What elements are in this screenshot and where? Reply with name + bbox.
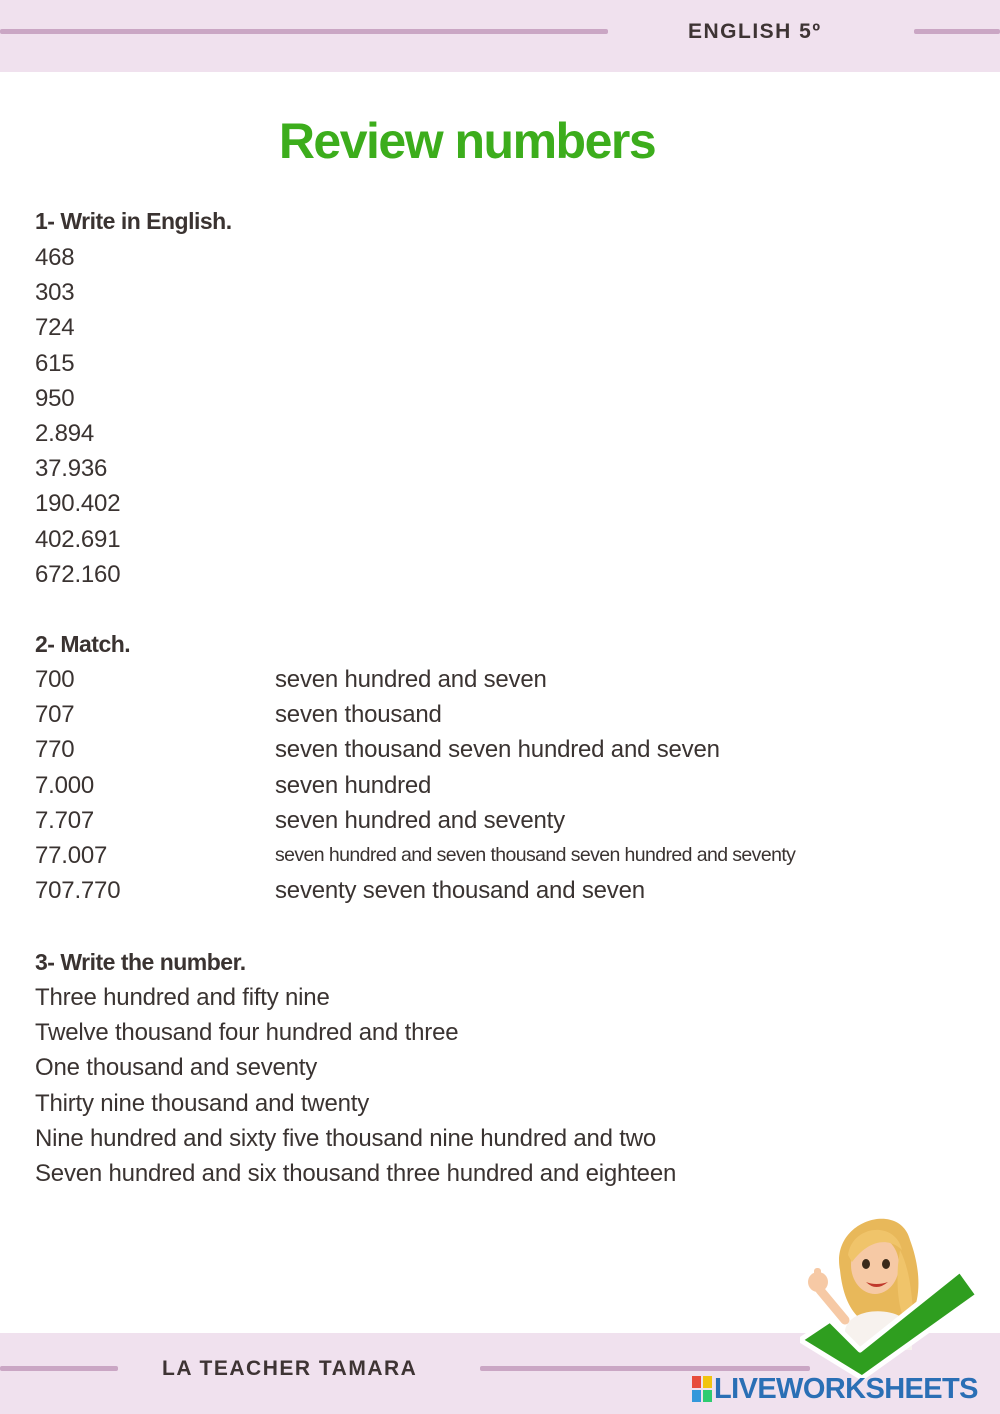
match-number: 770 bbox=[35, 736, 75, 764]
footer-rule-right bbox=[480, 1366, 810, 1371]
subject-label: ENGLISH 5º bbox=[688, 20, 822, 43]
match-word: seven hundred and seventy bbox=[275, 806, 565, 834]
page-title: Review numbers bbox=[278, 113, 656, 169]
list-item: 190.402 bbox=[35, 490, 121, 518]
list-item: 672.160 bbox=[35, 560, 121, 588]
list-item: Seven hundred and six thousand three hundred and eighteen bbox=[35, 1159, 677, 1187]
footer-rule-left bbox=[0, 1366, 118, 1371]
section2-word-column bbox=[275, 662, 795, 908]
list-item: 615 bbox=[35, 349, 75, 377]
match-word: seven thousand seven hundred and seven bbox=[275, 736, 720, 764]
list-item: 950 bbox=[35, 384, 75, 412]
header-rule-right bbox=[914, 29, 1000, 34]
liveworksheets-brand bbox=[692, 1372, 978, 1406]
match-word: seven hundred and seven bbox=[275, 666, 547, 693]
header-rule-left bbox=[0, 29, 608, 34]
match-word: seventy seven thousand and seven bbox=[275, 877, 645, 905]
section2-heading: 2- Match. bbox=[35, 631, 131, 657]
brand-name: LIVEWORKSHEETS bbox=[714, 1372, 978, 1405]
list-item: Three hundred and fifty nine bbox=[35, 984, 330, 1011]
list-item: Nine hundred and sixty five thousand nine hundred and two bbox=[35, 1124, 657, 1152]
match-number: 77.007 bbox=[35, 841, 108, 869]
list-item: 37.936 bbox=[35, 455, 108, 483]
section1-heading: 1- Write in English. bbox=[35, 208, 232, 234]
match-number: 707.770 bbox=[35, 877, 121, 905]
author-label: LA TEACHER TAMARA bbox=[162, 1357, 418, 1380]
list-item: Twelve thousand four hundred and three bbox=[35, 1019, 459, 1047]
match-word: seven thousand bbox=[275, 701, 442, 729]
list-item: 2.894 bbox=[35, 419, 95, 447]
match-number: 707 bbox=[35, 701, 75, 729]
match-word: seven hundred and seven thousand seven hundred and seventy bbox=[275, 843, 796, 866]
list-item: 724 bbox=[35, 314, 75, 342]
list-item: One thousand and seventy bbox=[35, 1054, 318, 1082]
list-item: 303 bbox=[35, 279, 75, 307]
liveworksheets-logo-icon bbox=[692, 1376, 712, 1402]
section3-phrase-list bbox=[35, 980, 676, 1191]
match-word: seven hundred bbox=[275, 771, 432, 799]
header-band bbox=[0, 0, 1000, 72]
list-item: Thirty nine thousand and twenty bbox=[35, 1089, 370, 1117]
match-number: 7.707 bbox=[35, 806, 95, 834]
section3-heading: 3- Write the number. bbox=[35, 949, 246, 975]
match-number: 7.000 bbox=[35, 771, 95, 799]
teacher-avatar-icon bbox=[800, 1200, 990, 1380]
section2-number-column bbox=[35, 662, 120, 908]
match-number: 700 bbox=[35, 666, 75, 693]
section1-number-list bbox=[35, 240, 120, 592]
list-item: 402.691 bbox=[35, 525, 121, 553]
list-item: 468 bbox=[35, 244, 75, 271]
